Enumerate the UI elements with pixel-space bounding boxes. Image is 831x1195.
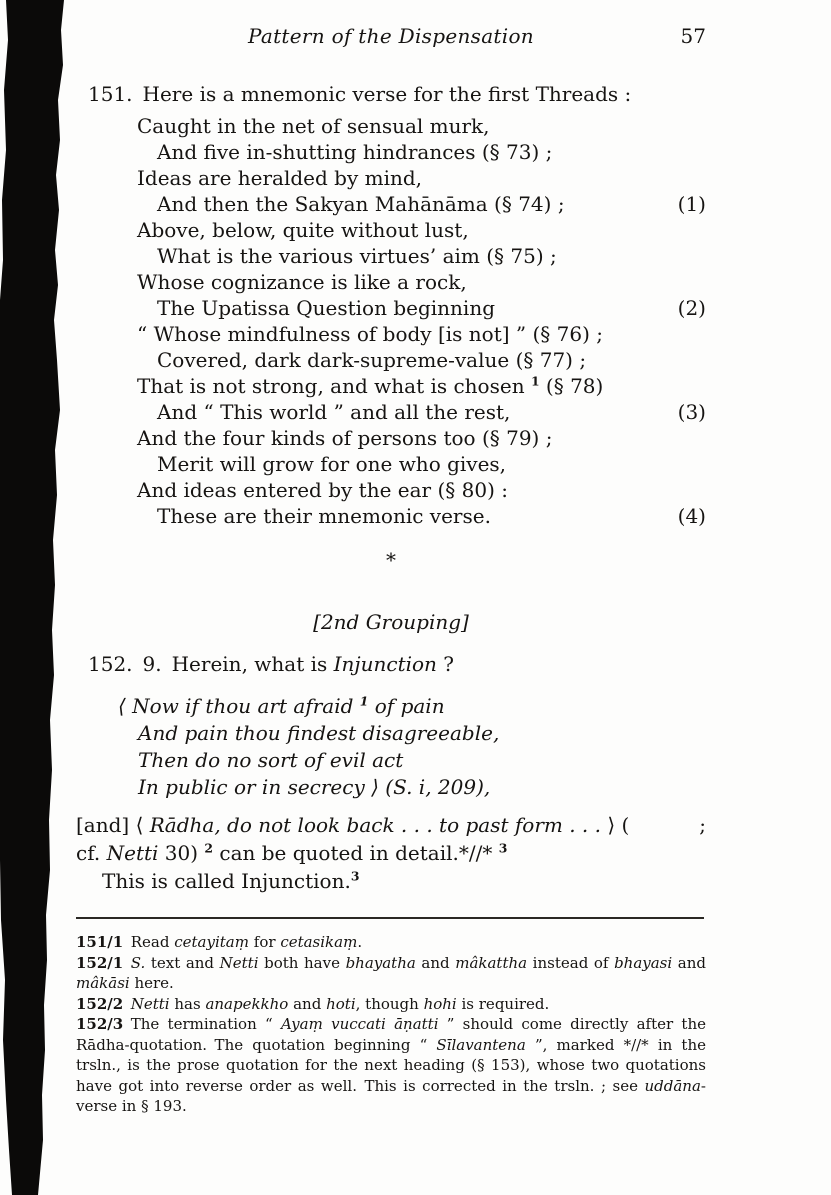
- quote-line: In public or in secrecy ⟩ (S. i, 209),: [138, 775, 491, 799]
- continuation-line: cf. Netti 30) $^2$ can be quoted in detail.*//* $^3$: [76, 840, 508, 865]
- mnemonic-verse: [137, 113, 706, 529]
- verse-line: And five in-shutting hindrances (§ 73) ;: [157, 140, 553, 164]
- verse-line: “ Whose mindfulness of body [is not] ” (§ 76) ;: [137, 322, 603, 346]
- right-margin-semicolon: ;: [699, 813, 706, 837]
- verse-line: And “ This world ” and all the rest, (3): [157, 400, 706, 424]
- grouping-heading: [2nd Grouping]: [313, 610, 469, 634]
- verse-line: The Upatissa Question beginning (2): [157, 296, 706, 320]
- paragraph-152-intro: 152. 9. Herein, what is Injunction ?: [88, 652, 455, 676]
- verse-number: (3): [677, 400, 706, 424]
- continuation-line: This is called Injunction.$^3$: [102, 868, 360, 893]
- continuation-line: [and] ⟨ Rādha, do not look back . . . to past form . . . ⟩ ( ;: [76, 813, 706, 837]
- quote-line: And pain thou findest disagreeable,: [138, 721, 500, 745]
- footnote-line: Rādha-quotation. The quotation beginning “ Sīlavantena ”, marked */​/* in the: [76, 1035, 706, 1054]
- footnote-line: have got into reverse order as well. This is corrected in the trsln. ; see uddāna-: [76, 1076, 706, 1095]
- footnote-line: mâkāsi here.: [76, 974, 174, 992]
- verse-line: Whose cognizance is like a rock,: [137, 270, 467, 294]
- verse-line: Merit will grow for one who gives,: [157, 452, 507, 476]
- footnote-separator-rule: [76, 917, 704, 919]
- verse-line: That is not strong, and what is chosen $^1$ (§ 78): [137, 373, 604, 398]
- verse-line: And then the Sakyan Mahānāma (§ 74) ; (1): [157, 192, 706, 216]
- verse-line: Caught in the net of sensual murk,: [137, 114, 490, 138]
- verse-number: (4): [677, 504, 706, 528]
- verse-line: Ideas are heralded by mind,: [137, 166, 423, 190]
- quote-line: ⟨ Now if thou art afraid $^1$ of pain: [118, 693, 445, 718]
- verse-line: Above, below, quite without lust,: [137, 218, 469, 242]
- footnotes-block: [76, 932, 706, 1117]
- page-number: 57: [680, 24, 706, 48]
- quote-line: Then do no sort of evil act: [138, 748, 404, 772]
- footnote-line: 152/2 Netti has anapekkho and hoti, though hohi is required.: [76, 994, 550, 1013]
- verse-line: Covered, dark dark-supreme-value (§ 77) ;: [157, 348, 587, 372]
- page-content: [76, 0, 706, 1117]
- verse-number: (2): [677, 296, 706, 320]
- footnote-line: verse in § 193.: [76, 1097, 187, 1115]
- scan-edge-artifact: [0, 0, 70, 1195]
- paragraph-152-continuation: [76, 811, 706, 895]
- page-header: [76, 24, 706, 51]
- paragraph-151-intro: 151. Here is a mnemonic verse for the first Threads :: [88, 82, 632, 106]
- pali-quotation-verse: [118, 693, 706, 801]
- section-separator-asterisk: *: [386, 548, 396, 572]
- verse-line: And ideas entered by the ear (§ 80) :: [137, 478, 508, 502]
- verse-line: What is the various virtues’ aim (§ 75) ;: [157, 244, 557, 268]
- verse-line: And the four kinds of persons too (§ 79) ;: [137, 426, 553, 450]
- verse-number: (1): [677, 192, 706, 216]
- footnote-line: trsln., is the prose quotation for the next heading (§ 153), whose two quotations: [76, 1056, 706, 1074]
- verse-line: These are their mnemonic verse. (4): [157, 504, 706, 528]
- footnote-line: 151/1 Read cetayitaṃ for cetasikaṃ.: [76, 933, 363, 951]
- footnote-line: 152/1 S. text and Netti both have bhayatha and mâkattha instead of bhayasi and: [76, 953, 706, 972]
- footnote-line: 152/3 The termination “ Ayaṃ vuccati āṇatti ” should come directly after the: [76, 1015, 706, 1033]
- running-title: Pattern of the Dispensation: [248, 24, 534, 48]
